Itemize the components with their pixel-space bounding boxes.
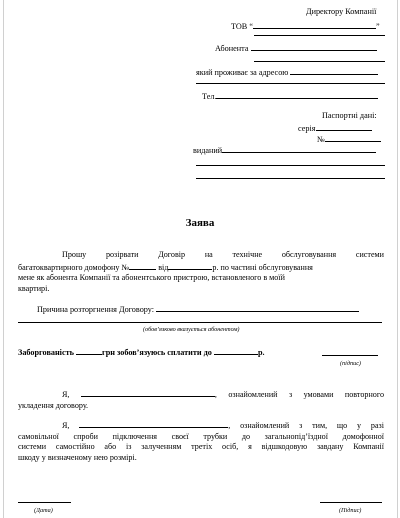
ack2-line-3: системи самостійно або із залученням третіх осіб, я відшкодовую завдану Компанії xyxy=(18,442,384,452)
ack2-pronoun: Я, xyxy=(62,421,70,430)
company-line xyxy=(231,20,380,32)
date-label: (Дата) xyxy=(34,507,53,514)
request-line-2 xyxy=(18,261,384,274)
company-prefix: ТОВ “ xyxy=(231,22,253,31)
reason-extra-line[interactable] xyxy=(18,322,382,323)
passport-number-field[interactable] xyxy=(325,133,381,142)
issued-extra-line-1[interactable] xyxy=(196,165,385,166)
address-extra-line[interactable] xyxy=(196,83,385,84)
reason-line xyxy=(37,303,359,315)
request-line-1: Прошу розірвати Договір на технічне обслуговування системи xyxy=(62,250,384,259)
contract-date-field[interactable] xyxy=(168,261,212,270)
debt-signature-line[interactable] xyxy=(322,355,378,356)
contract-suffix: р. по частині обслуговування xyxy=(212,262,313,272)
company-suffix: ” xyxy=(375,22,380,31)
debt-pay-label: грн зобов’язуюсь сплатити до xyxy=(102,348,212,357)
debt-line xyxy=(18,346,265,358)
passport-label: Паспортні дані: xyxy=(322,111,377,120)
request-paragraph xyxy=(18,250,384,294)
issued-field[interactable] xyxy=(222,144,376,153)
reason-label: Причина розторгнення Договору: xyxy=(37,305,155,314)
ack1-text: , ознайомлений з умовами повторного xyxy=(214,390,384,399)
ack1-line-2: укладення договору. xyxy=(18,400,89,410)
debt-year-suffix: р. xyxy=(257,348,265,357)
signature-label: (Підпис) xyxy=(339,507,362,514)
address-field[interactable] xyxy=(290,66,378,75)
subscriber-extra-line[interactable] xyxy=(254,61,385,62)
date-line[interactable] xyxy=(18,502,71,503)
addressee-director: Директору Компанії xyxy=(306,7,377,16)
debt-amount-field[interactable] xyxy=(76,346,102,355)
phone-line xyxy=(202,90,378,102)
phone-label: Тел. xyxy=(202,92,217,101)
signature-line[interactable] xyxy=(320,502,382,503)
issued-line xyxy=(193,144,376,156)
phone-field[interactable] xyxy=(216,90,378,99)
contract-date-label: від xyxy=(158,262,169,272)
series-field[interactable] xyxy=(316,122,372,131)
acknowledgement-paragraph-2 xyxy=(18,419,384,463)
subscriber-line xyxy=(215,42,377,54)
reason-note: (обов’язково вказується абонентом) xyxy=(143,326,240,333)
company-name-field[interactable] xyxy=(253,20,376,29)
ack2-text: , ознайомлений з тим, що у разі xyxy=(228,421,384,430)
ack2-line-4: шкоду у визначеному нею розмірі. xyxy=(18,452,137,462)
page-edge-right xyxy=(397,0,398,518)
contract-number-field[interactable] xyxy=(129,261,156,270)
acknowledgement-paragraph-1 xyxy=(18,388,384,411)
contract-number-label: багатоквартирного домофону № xyxy=(18,262,130,272)
series-label: серія xyxy=(298,124,316,133)
subscriber-name-field[interactable] xyxy=(251,42,377,51)
number-label: № xyxy=(317,135,325,144)
issued-label: виданий xyxy=(193,146,223,155)
request-line-4: квартирі. xyxy=(18,283,50,293)
ack2-line-1 xyxy=(18,419,384,432)
issued-extra-line-2[interactable] xyxy=(196,178,385,179)
subscriber-label: Абонента xyxy=(215,44,249,53)
ack1-line-1 xyxy=(18,388,384,401)
debt-label: Заборгованість xyxy=(18,348,74,357)
reason-field[interactable] xyxy=(156,303,359,312)
page-edge-left xyxy=(3,0,4,518)
address-line xyxy=(196,66,378,78)
ack2-line-2: самовільної спроби підключення своєї трубки до загальнопід’їздної домофонної xyxy=(18,431,384,441)
ack1-pronoun: Я, xyxy=(62,390,70,399)
ack1-name-field[interactable] xyxy=(81,388,215,397)
debt-signature-note: (підпис) xyxy=(340,360,361,367)
ack2-name-field[interactable] xyxy=(79,419,228,428)
debt-date-field[interactable] xyxy=(214,346,258,355)
request-line-3: мене як абонента Компанії та абонентського пристрою, встановленого в моїй xyxy=(18,273,285,283)
address-label: який проживає за адресою xyxy=(196,68,289,77)
document-title: Заява xyxy=(185,217,215,229)
company-extra-line[interactable] xyxy=(254,35,385,36)
